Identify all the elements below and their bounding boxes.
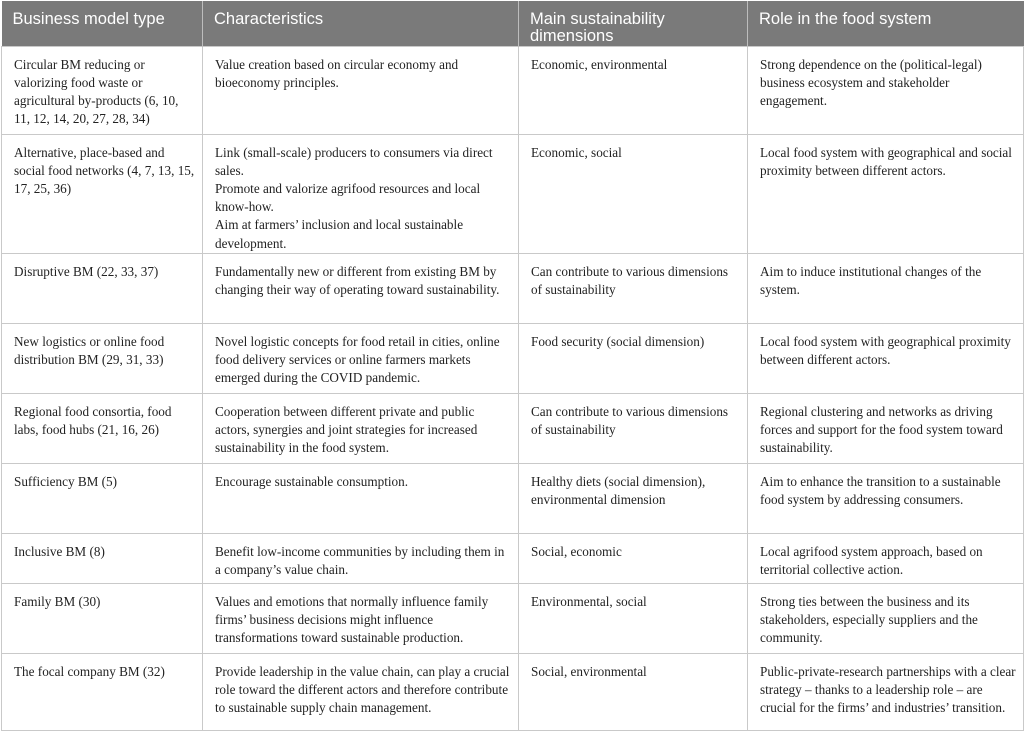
cell-characteristics <box>203 323 519 393</box>
cell-role-in-food-system: Strong ties between the business and its stakeholders, especially suppliers and the community. <box>748 583 1024 653</box>
characteristic-line: Link (small-scale) producers to consumers via direct sales. <box>215 144 493 178</box>
cell-business-model-type: Regional food consortia, food labs, food hubs (21, 16, 26) <box>2 393 203 463</box>
cell-sustainability-dimensions: Food security (social dimension) <box>519 323 748 393</box>
cell-business-model-type: Disruptive BM (22, 33, 37) <box>2 253 203 323</box>
cell-sustainability-dimensions: Social, economic <box>519 533 748 583</box>
cell-characteristics <box>203 583 519 653</box>
table-row <box>2 533 1024 583</box>
characteristic-line: Fundamentally new or different from existing BM by changing their way of operating toward sustainability. <box>215 263 500 297</box>
cell-sustainability-dimensions: Social, environmental <box>519 653 748 730</box>
table-row <box>2 46 1024 134</box>
table-header-row <box>2 1 1024 46</box>
cell-role-in-food-system: Regional clustering and networks as driving forces and support for the food system toward sustainability. <box>748 393 1024 463</box>
cell-role-in-food-system: Local food system with geographical and social proximity between different actors. <box>748 134 1024 253</box>
table-row <box>2 323 1024 393</box>
cell-business-model-type: Inclusive BM (8) <box>2 533 203 583</box>
cell-characteristics <box>203 533 519 583</box>
cell-sustainability-dimensions: Environmental, social <box>519 583 748 653</box>
characteristic-line: Promote and valorize agrifood resources and local know-how. <box>215 180 481 215</box>
table-row <box>2 463 1024 533</box>
cell-role-in-food-system: Public-private-research partnerships with a clear strategy – thanks to a leadership role – are crucial for the firms’ and industries’ transition. <box>748 653 1024 730</box>
cell-characteristics <box>203 134 519 253</box>
cell-sustainability-dimensions: Healthy diets (social dimension), environmental dimension <box>519 463 748 533</box>
header-business-model-type: Business model type <box>2 1 203 46</box>
cell-business-model-type: Sufficiency BM (5) <box>2 463 203 533</box>
characteristic-line: Values and emotions that normally influence family firms’ business decisions might influence transformations toward sustainable production. <box>215 593 489 646</box>
cell-role-in-food-system: Strong dependence on the (political-legal) business ecosystem and stakeholder engagement. <box>748 46 1024 134</box>
table-body <box>2 46 1024 730</box>
cell-business-model-type: Alternative, place-based and social food networks (4, 7, 13, 15, 17, 25, 36) <box>2 134 203 253</box>
header-characteristics: Characteristics <box>203 1 519 46</box>
table-row <box>2 134 1024 253</box>
header-role-in-food-system: Role in the food system <box>748 1 1024 46</box>
cell-role-in-food-system: Local food system with geographical proximity between different actors. <box>748 323 1024 393</box>
cell-characteristics <box>203 463 519 533</box>
business-models-table <box>1 1 1024 731</box>
cell-characteristics <box>203 253 519 323</box>
cell-characteristics <box>203 393 519 463</box>
table-row <box>2 583 1024 653</box>
cell-role-in-food-system: Aim to induce institutional changes of the system. <box>748 253 1024 323</box>
cell-sustainability-dimensions: Can contribute to various dimensions of sustainability <box>519 393 748 463</box>
table-row <box>2 653 1024 730</box>
cell-role-in-food-system: Local agrifood system approach, based on territorial collective action. <box>748 533 1024 583</box>
business-models-table-container <box>1 1 1023 731</box>
characteristic-line: Cooperation between different private and public actors, synergies and joint strategies for increased sustainability in the food system. <box>215 403 478 456</box>
cell-sustainability-dimensions: Economic, social <box>519 134 748 253</box>
header-main-sustainability-dimensions: Main sustainability dimensions <box>519 1 748 46</box>
characteristic-line: Provide leadership in the value chain, can play a crucial role toward the different actors and therefore contribute to sustainable supply chain management. <box>215 663 510 716</box>
characteristic-line: Value creation based on circular economy and bioeconomy principles. <box>215 56 459 90</box>
cell-role-in-food-system: Aim to enhance the transition to a sustainable food system by addressing consumers. <box>748 463 1024 533</box>
cell-business-model-type: Circular BM reducing or valorizing food waste or agricultural by-products (6, 10, 11, 12, 14, 20, 27, 28, 34) <box>2 46 203 134</box>
cell-business-model-type: New logistics or online food distribution BM (29, 31, 33) <box>2 323 203 393</box>
characteristic-line: Aim at farmers’ inclusion and local sustainable development. <box>215 217 464 251</box>
cell-business-model-type: The focal company BM (32) <box>2 653 203 730</box>
cell-characteristics <box>203 653 519 730</box>
characteristic-line: Benefit low-income communities by including them in a company’s value chain. <box>215 543 505 577</box>
cell-sustainability-dimensions: Can contribute to various dimensions of sustainability <box>519 253 748 323</box>
cell-sustainability-dimensions: Economic, environmental <box>519 46 748 134</box>
table-row <box>2 253 1024 323</box>
table-row <box>2 393 1024 463</box>
characteristic-line: Novel logistic concepts for food retail in cities, online food delivery services or online farmers markets emerged during the COVID pandemic. <box>215 333 500 386</box>
characteristic-line: Encourage sustainable consumption. <box>215 473 409 489</box>
cell-characteristics <box>203 46 519 134</box>
cell-business-model-type: Family BM (30) <box>2 583 203 653</box>
